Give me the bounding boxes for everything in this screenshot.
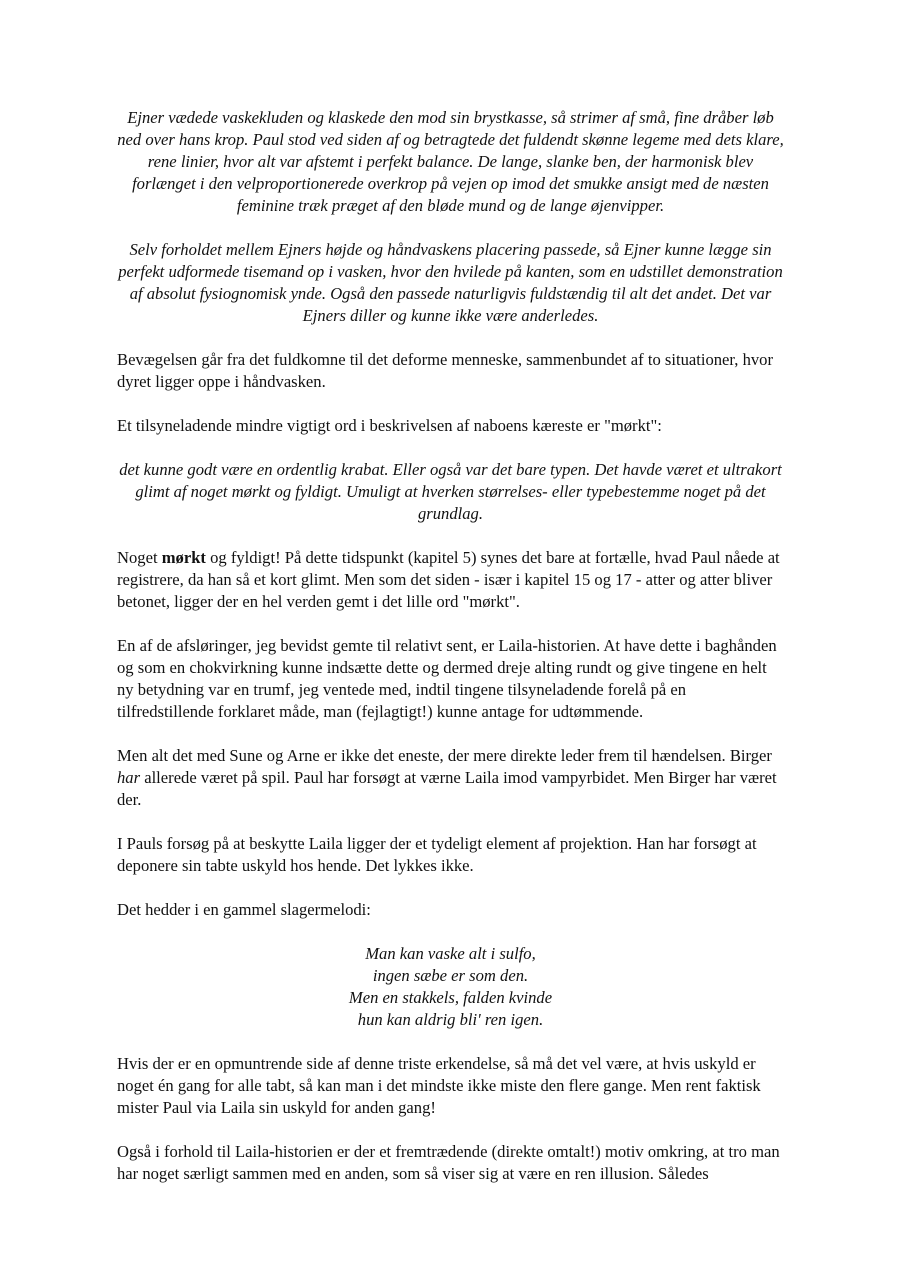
poem-line: ingen sæbe er som den. — [372, 966, 529, 985]
bold-word-dark: mørkt — [161, 548, 206, 567]
paragraph-illusion: Også i forhold til Laila-historien er der et fremtrædende (direkte omtalt!) motiv omkring, at tro man har noget særligt sammen med en anden, som så viser sig at være en ren illusion. Således — [117, 1142, 780, 1183]
paragraph-dark-and-full-start: Noget — [117, 548, 162, 567]
paragraph-sune-arne-start: Men alt det med Sune og Arne er ikke det eneste, der mere direkte leder frem til hændelsen. Birger — [117, 746, 772, 765]
paragraph-innocence: Hvis der er en opmuntrende side af denne triste erkendelse, så må det vel være, at hvis uskyld er noget én gang for alle tabt, så kan man i det mindste ikke miste den flere gange. Men rent faktisk mister Paul via Laila sin uskyld for anden gang! — [117, 1054, 761, 1117]
paragraph-old-song: Det hedder i en gammel slagermelodi: — [117, 900, 371, 919]
block-quote-ejner-proportions: Selv forholdet mellem Ejners højde og håndvaskens placering passede, så Ejner kunne lægge sin perfekt udformede tisemand op i vasken, hvor den hvilede på kanten, som en udstillet demonstration af absolut fysiognomisk ynde. Også den passede naturligvis fuldstændig til alt det andet. Det var Ejners diller og kunne ikke være anderledes. — [118, 240, 783, 325]
poem-verse — [117, 943, 784, 1031]
poem-line: hun kan aldrig bli' ren igen. — [357, 1010, 544, 1029]
block-quote-krabat: det kunne godt være en ordentlig krabat. Eller også var det bare typen. Det havde været et ultrakort glimt af noget mørkt og fyldigt. Umuligt at hverken størrelses- eller typebestemme noget på det grundlag. — [119, 460, 782, 523]
paragraph-dark-word: Et tilsyneladende mindre vigtigt ord i beskrivelsen af naboens kæreste er "mørkt": — [117, 416, 662, 435]
paragraph-laila-revelation: En af de afsløringer, jeg bevidst gemte til relativt sent, er Laila-historien. At have dette i baghånden og som en chokvirkning kunne indsætte dette og dermed dreje alting rundt og give tingene en helt ny betydning var en trumf, jeg ventede med, indtil tingene tilsyneladende forelå på en tilfredstillende forklaret måde, man (fejlagtigt!) kunne antage for udtømmende. — [117, 636, 777, 721]
paragraph-dark-and-full — [117, 547, 784, 613]
poem-line: Men en stakkels, falden kvinde — [348, 988, 553, 1007]
paragraph-sune-arne — [117, 745, 784, 811]
paragraph-movement: Bevægelsen går fra det fuldkomne til det deforme menneske, sammenbundet af to situationer, hvor dyret ligger oppe i håndvasken. — [117, 350, 773, 391]
paragraph-dark-and-full-rest: og fyldigt! På dette tidspunkt (kapitel 5) synes det bare at fortælle, hvad Paul nåede at registrere, da han så et kort glimt. Men som det siden - især i kapitel 15 og 17 - atter og atter bliver betonet, ligger der en hel verden gemt i det lille ord "mørkt". — [117, 548, 780, 611]
paragraph-projection: I Pauls forsøg på at beskytte Laila ligger der et tydeligt element af projektion. Han har forsøgt at deponere sin tabte uskyld hos hende. Det lykkes ikke. — [117, 834, 757, 875]
poem-line: Man kan vaske alt i sulfo, — [365, 944, 536, 963]
italic-word-har: har — [117, 768, 141, 787]
paragraph-sune-arne-rest: allerede været på spil. Paul har forsøgt at værne Laila imod vampyrbidet. Men Birger har været der. — [117, 768, 777, 809]
block-quote-ejner-washing: Ejner vædede vaskekluden og klaskede den mod sin brystkasse, så strimer af små, fine dråber løb ned over hans krop. Paul stod ved siden af og betragtede det fuldendt skønne legeme med dets klare, rene linier, hvor alt var afstemt i perfekt balance. De lange, slanke ben, der harmonisk blev forlænget i den velproportionerede overkrop på vejen op imod det smukke ansigt med de næsten feminine træk præget af den bløde mund og de lange øjenvipper. — [117, 108, 784, 215]
